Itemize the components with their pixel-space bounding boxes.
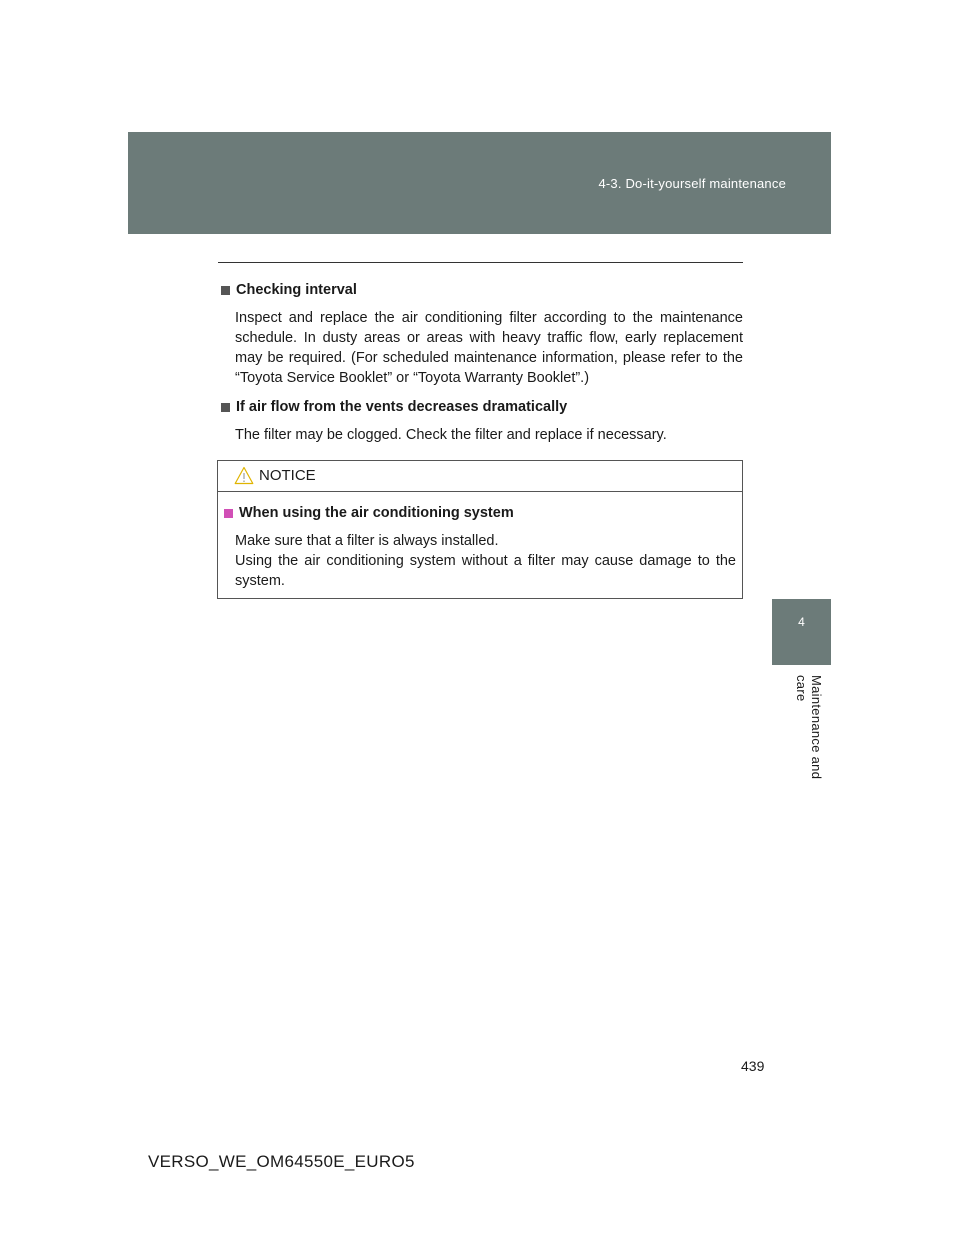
main-content: [218, 280, 743, 445]
notice-heading: [221, 503, 736, 523]
square-bullet-icon: [221, 286, 230, 295]
section-heading: [218, 280, 743, 300]
notice-body: [218, 492, 742, 591]
notice-title: NOTICE: [259, 467, 316, 484]
section-heading-text: Checking interval: [236, 282, 357, 298]
notice-box: [217, 460, 743, 599]
document-code: VERSO_WE_OM64550E_EURO5: [148, 1152, 415, 1171]
section-heading: [218, 397, 743, 417]
section-heading-text: If air flow from the vents decreases dramatically: [236, 399, 568, 415]
chapter-tab: [772, 599, 831, 665]
notice-line: Using the air conditioning system without a filter may cause damage to the system.: [235, 553, 736, 589]
section-body: The filter may be clogged. Check the filter and replace if necessary.: [235, 427, 667, 443]
chapter-label-container: [772, 675, 831, 795]
square-bullet-icon: [224, 509, 233, 518]
square-bullet-icon: [221, 403, 230, 412]
chapter-label: Maintenance and care: [794, 675, 824, 780]
top-divider: [218, 262, 743, 263]
warning-triangle-icon: [234, 466, 254, 485]
notice-heading-text: When using the air conditioning system: [239, 505, 514, 521]
chapter-header-band: [128, 132, 831, 234]
notice-header: [218, 461, 742, 492]
section-checking-interval: [218, 280, 743, 388]
section-body: Inspect and replace the air conditioning filter according to the maintenance schedule. In dusty areas or areas with heavy traffic flow, early replacement may be required. (For scheduled maintenance information, please refer to the “Toyota Service Booklet” or “Toyota Warranty Booklet”.): [235, 310, 743, 386]
section-title: 4-3. Do-it-yourself maintenance: [598, 176, 786, 191]
notice-text: [235, 531, 736, 591]
chapter-number: 4: [798, 615, 805, 629]
section-air-flow: [218, 397, 743, 445]
page-number: 439: [741, 1058, 765, 1074]
notice-line: Make sure that a filter is always installed.: [235, 533, 499, 549]
